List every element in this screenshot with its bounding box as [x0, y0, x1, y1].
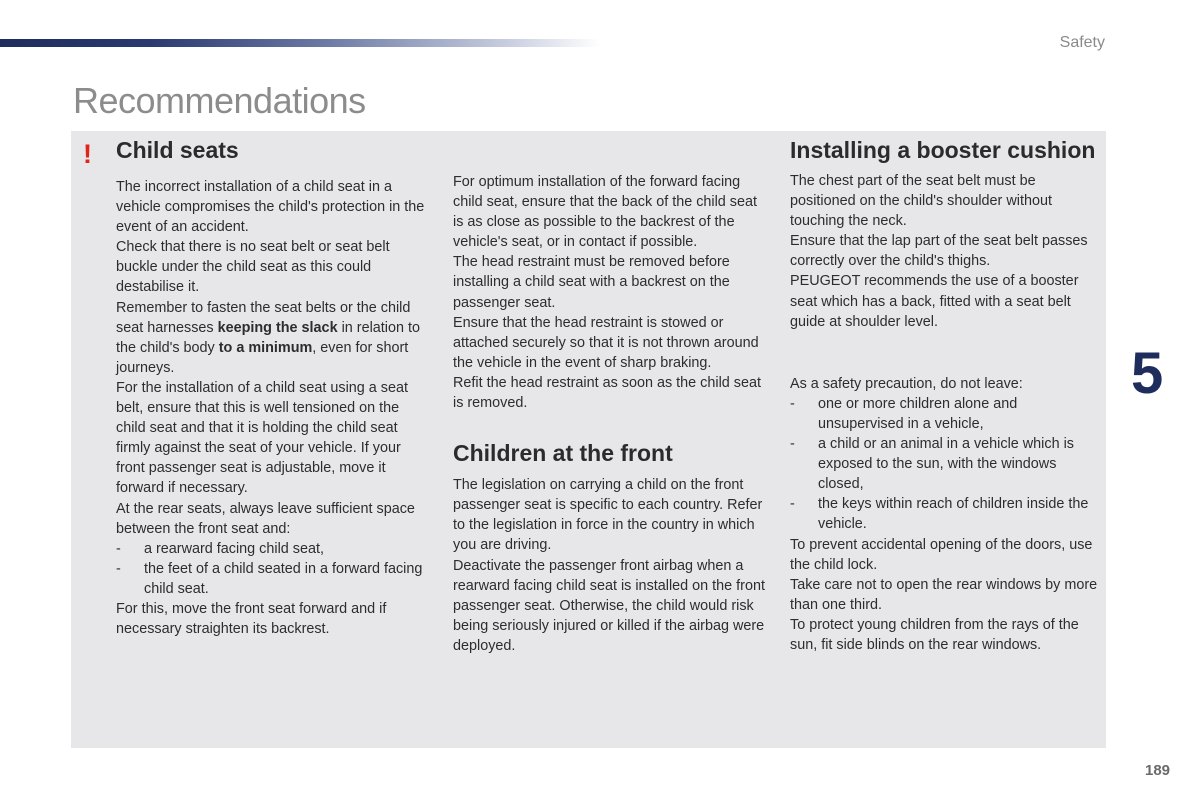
column-forward-facing — [453, 131, 768, 656]
chapter-number: 5 — [1131, 341, 1164, 406]
header-gradient-bar — [0, 39, 600, 47]
paragraph: Ensure that the head restraint is stowed or attached securely so that it is not thrown around the vehicle in the event of sharp braking. — [453, 314, 759, 371]
paragraph: PEUGEOT recommends the use of a booster seat which has a back, fitted with a seat belt guide at shoulder level. — [790, 273, 1079, 330]
paragraph: Refit the head restraint as soon as the child seat is removed. — [453, 374, 761, 412]
bold-text: keeping the slack — [217, 319, 338, 336]
paragraph: To prevent accidental opening of the doors, use the child lock. — [790, 536, 1093, 573]
paragraph: Check that there is no seat belt or seat belt buckle under the child seat as this could destabilise it. — [116, 239, 390, 296]
dash-list — [790, 394, 1105, 535]
paragraph: As a safety precaution, do not leave: — [790, 375, 1023, 392]
paragraph: Deactivate the passenger front airbag when a rearward facing child seat is installed on the front passenger seat. Otherwise, the child would risk being seriously injured or killed if the airbag were deployed. — [453, 557, 765, 654]
paragraph: The head restraint must be removed before installing a child seat with a backrest on the passenger seat. — [453, 254, 730, 311]
list-item: - the keys within reach of children inside the vehicle. — [790, 494, 1105, 534]
heading-child-seats: Child seats — [116, 137, 239, 163]
paragraph: At the rear seats, always leave sufficient space between the front seat and: — [116, 500, 415, 537]
heading-booster-cushion: Installing a booster cushion — [790, 137, 1096, 163]
paragraph: For this, move the front seat forward and if necessary straighten its backrest. — [116, 600, 387, 638]
paragraph: The incorrect installation of a child seat in a vehicle compromises the child's protection in the event of an accident. — [116, 179, 425, 236]
column-child-seats — [116, 131, 431, 639]
paragraph: For the installation of a child seat using a seat belt, ensure that this is well tensioned on the child seat and that it is holding the child seat firmly against the seat of your vehicle. If your front passenger seat is adjustable, move it forward if necessary. — [116, 379, 408, 497]
section-name: Safety — [1059, 34, 1105, 51]
bold-text: to a minimum — [218, 339, 313, 356]
list-item: - one or more children alone and unsupervised in a vehicle, — [790, 394, 1105, 434]
list-item: - a child or an animal in a vehicle which is exposed to the sun, with the windows closed, — [790, 434, 1105, 494]
paragraph: Remember to fasten the seat belts or the child seat harnesses keeping the slack in relation to the child's body to a minimum, even for short journeys. — [116, 299, 420, 376]
paragraph: The legislation on carrying a child on the front passenger seat is specific to each country. Refer to the legislation in force in the country in which you are driving. — [453, 477, 763, 554]
list-item: - a rearward facing child seat, — [116, 539, 431, 559]
warning-exclamation-icon: ! — [83, 139, 92, 169]
page-number: 189 — [1145, 762, 1171, 779]
paragraph: Ensure that the lap part of the seat belt passes correctly over the child's thighs. — [790, 233, 1088, 270]
list-item: - the feet of a child seated in a forward facing child seat. — [116, 559, 431, 599]
column-booster-cushion — [790, 131, 1105, 655]
dash-list — [116, 539, 431, 599]
page-title: Recommendations — [73, 80, 366, 121]
paragraph: The chest part of the seat belt must be positioned on the child's shoulder without touching the neck. — [790, 173, 1052, 230]
paragraph: Take care not to open the rear windows by more than one third. — [790, 576, 1098, 613]
paragraph: For optimum installation of the forward facing child seat, ensure that the back of the child seat is as close as possible to the backrest of the vehicle's seat, or in contact if possible. — [453, 174, 757, 251]
heading-children-at-front: Children at the front — [453, 440, 673, 467]
paragraph: To protect young children from the rays of the sun, fit side blinds on the rear windows. — [790, 616, 1079, 653]
content-panel — [71, 131, 1106, 748]
